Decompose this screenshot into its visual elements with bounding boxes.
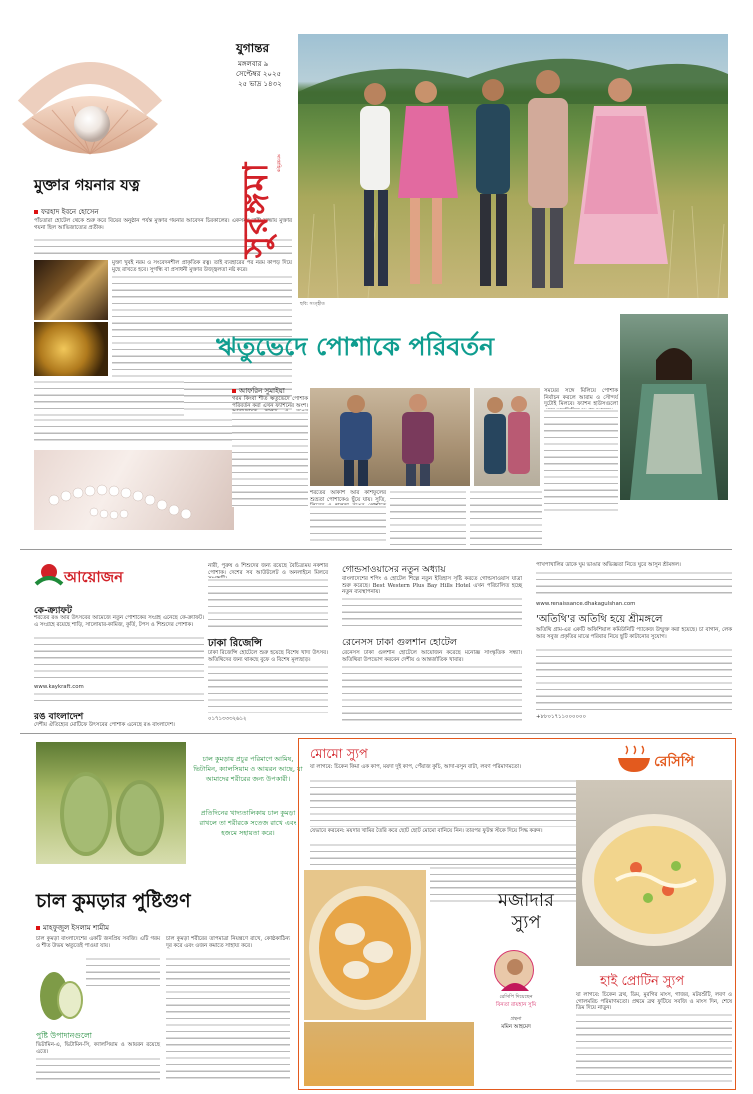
mazadar-line2: স্যুপ: [511, 912, 541, 933]
masthead-paper-name: যুগান্তর: [236, 41, 270, 55]
ayojon-item3-lines: [208, 665, 328, 713]
momo-text-b-lines: [310, 843, 600, 865]
protein-soup-title: হাই প্রোটিন স্যুপ: [600, 974, 685, 989]
fashion-byline-text: আফরিন সুমাইয়া: [239, 387, 285, 395]
recipe-brand-text: রেসিপি: [654, 754, 695, 770]
gourd-subhead: পুষ্টি উপাদানগুলো: [36, 1031, 92, 1040]
fashion-text-c-lines: [544, 409, 618, 511]
pearl-gold-photo: [34, 322, 108, 376]
sreemangal-contact: +৮৮০১৭১১০০০০০০: [536, 714, 587, 720]
gondhas-lines: [342, 597, 522, 631]
protein-soup-photo: [576, 780, 732, 966]
gourd-byline: [36, 922, 109, 934]
sreemangal-lines: [536, 648, 732, 712]
pearl-intro-text: পাঁচতারা হোটেল থেকে শুরু করে বিয়ের অনুষ্ঠান পর্যন্ত মুক্তার গয়নার আবেদন চিরকালের। একসময় নারী সজ্জায় মুক্তার গয়না ছিল আভিজাত্যের প্রতীক।: [34, 218, 292, 231]
momo-soup-photo: [304, 870, 426, 1020]
gourd-text-b: ভিটামিন-এ, ভিটামিন-সি, ক্যালসিয়াম ও আয়রন রয়েছে এতে।: [36, 1042, 160, 1055]
protein-soup-lines: [576, 1013, 732, 1085]
fashion-text-b2-lines: [390, 490, 466, 545]
ayojon-item1-text: শরতের রঙ আর উৎসবের আমেজে নতুন পোশাকের সংগ্রহ এনেছে কে-ক্র্যাফট। এ সংগ্রহে রয়েছে শাড়ি, সালোয়ার-কামিজ, কুর্তি, টপস ও শিশুদের পোশাক।: [34, 615, 204, 628]
hotel-title: রেনেসস ঢাকা গুলশান হোটেল: [342, 637, 457, 648]
section-title-text: সুরঙ্গমা: [236, 161, 276, 259]
fashion-headline: ঋতুভেদে পোশাকে পরিবর্তন: [216, 332, 495, 361]
pearl-byline: [34, 206, 99, 218]
fashion-text-b: শরতের আকাশ আর কাশফুলের শুভ্রতা পোশাকেও ছুঁয়ে যায়। সুতি,: [310, 490, 386, 503]
fashion-text-c: সময়ের সঙ্গে মিলিয়ে পোশাক নির্বাচন করলে আরাম ও সৌন্দর্য দুটোই মিলবে। ফ্যাশন হাউসগুলো: [544, 388, 618, 408]
masthead-day: মঙ্গলবার ৯: [238, 60, 269, 68]
masthead-date-bn: ২৫ ভাদ্র ১৪৩২: [238, 80, 282, 88]
gourd-byline-text: মাহফুজুল ইসলাম শামীম: [43, 924, 109, 932]
gourd-text-a-lines: [86, 957, 160, 987]
hotel-lines: [342, 665, 522, 721]
gourd-callout-b: প্রতিদিনের খাদ্যতালিকায় চাল কুমড়া রাখলে তা শরীরকে সতেজ রাখে এবং হজমে সহায়তা করে।: [199, 809, 297, 837]
pearl-byline-text: ফরহাদ ইবনে হোসেন: [41, 208, 99, 216]
ayojon-item3-text: ঢাকা রিজেন্সি হোটেলে শুরু হয়েছে বিশেষ খাদ্য উৎসব। অতিথিদের জন্য থাকছে বুফে ও বিশেষ মূল্যছাড়।: [208, 650, 328, 663]
editor-label: গ্রন্থনা: [510, 1016, 522, 1022]
gondhas-text: বাংলাদেশের শপিং ও হোটেল শিল্পে নতুন ইতিহাস সৃষ্টি করতে গোল্ডসাওয়াস যাত্রা শুরু করেছে। Best Western Plus Bay Hills Hotel এখন পরিচালিত হচ্ছে নতুন ব্যবস্থাপনায়।: [342, 576, 522, 596]
ayojon-item3-phone: ০১৭১৩৩৩২৬১২: [208, 716, 247, 722]
chef-label: রেসিপি দিয়েছেন: [499, 994, 533, 1000]
pearl-body-lines-2: [34, 380, 184, 416]
recipe-brand: [614, 744, 732, 784]
ayojon-col2-lines: [208, 578, 328, 632]
gourd-title: চাল কুমড়ার পুষ্টিগুণ: [36, 890, 191, 912]
gourd-text-c: চাল কুমড়া শরীরের তাপমাত্রা নিয়ন্ত্রণে রাখে, কোষ্ঠকাঠিন্য দূর করে এবং ওজন কমাতে সাহায্য করে।: [166, 936, 290, 949]
hero-models-photo: [298, 34, 728, 298]
ayojon-brand: আয়োজন: [64, 568, 124, 586]
hero-photo-credit: ছবি: সংগৃহীত: [300, 302, 325, 307]
fashion-woman-photo: [620, 314, 728, 500]
divider-lower: [20, 733, 732, 734]
chef-avatar: [494, 950, 534, 990]
pearl-shell-image: [12, 38, 168, 160]
sreemangal-link[interactable]: www.renaissance.dhakagulshan.com: [536, 601, 636, 607]
ayojon-item3-title: ঢাকা রিজেন্সি: [208, 638, 262, 649]
fashion-text-a: গরম কিংবা শীত ঋতুভেদে পোশাক পরিবর্তন করা এখন ফ্যাশনের অংশ।: [232, 396, 308, 409]
chef-name: বিনতা রায়হান সুমি: [495, 1002, 537, 1008]
pearl-title: মুক্তার গয়নার যত্ন: [34, 176, 140, 194]
gourd-whole-photo: [36, 742, 186, 864]
editor-name: মমিন আহমেদ: [501, 1024, 531, 1030]
gondhas-title: গোন্ডসাওয়াসের নতুন অধ্যায়: [342, 565, 446, 575]
divider-upper: [20, 549, 732, 550]
ayojon-item2-title: রঙ বাংলাদেশ: [34, 712, 84, 722]
momo-text-b: যেভাবে করবেন: ময়দার খামির তৈরি করে ছোট ছোট মোমো বানিয়ে নিন। তারপর ফুটন্ত স্টকে দিয়ে সিদ্ধ করুন।: [310, 828, 543, 834]
hotel-text: রেনেসস ঢাকা গুলশান হোটেলে আয়োজন করেছে মনোজ্ঞ সাংস্কৃতিক সন্ধ্যা। অতিথিরা উপভোগ করবেন দেশীয় ও আন্তর্জাতিক খাবার।: [342, 650, 522, 663]
pearl-body-text: মুক্তা খুবই নরম ও সংবেদনশীল প্রাকৃতিক রত্ন। তাই ব্যবহারের পর নরম কাপড় দিয়ে মুছে রাখতে হবে। সুগন্ধি বা প্রসাধনী মুক্তার উজ্জ্বলতা নষ্ট করে।: [112, 260, 292, 273]
gourd-text-c-lines: [166, 957, 290, 1083]
gourd-text-b-lines: [36, 1057, 160, 1083]
fashion-text-b-lines: [310, 505, 386, 545]
sreemangal-intro: পাখপাখালির ডাকে ঘুম ভাঙার অভিজ্ঞতা নিতে ঘুরে আসুন শ্রীমঙ্গল।: [536, 562, 681, 568]
steaming-bowl-icon: [614, 744, 654, 774]
ayojon-emblem-icon: [34, 562, 64, 590]
mazadar-title: [476, 890, 576, 934]
fashion-text-b3-lines: [470, 490, 542, 545]
masthead-date-en: সেপ্টেম্বর ২০২৫: [236, 70, 282, 78]
sreemangal-text: অতিথি গ্রাম-এর একটি অফিশিয়াল কমিউনিটি প্যাকেজ উন্মুক্ত করা হয়েছে। চা বাগান, লেক আর সবুজ প্রকৃতির মাঝে পরিবার নিয়ে ছুটি কাটানোর সুযোগ।: [536, 627, 732, 640]
ayojon-item1-link[interactable]: www.kaykraft.com: [34, 684, 84, 690]
gourd-cut-photo: [36, 958, 84, 1026]
ayojon-item1-lines-2: [34, 692, 204, 706]
section-title: [230, 120, 282, 300]
momo-text-a-lines: [310, 779, 600, 827]
mazadar-line1: মজাদার: [498, 890, 554, 911]
fashion-text-a-lines: [232, 411, 308, 507]
sreemangal-title: 'অতিথি'র অতিথি হয়ে শ্রীমঙ্গলে: [536, 614, 663, 625]
pearl-necklace-photo: [34, 450, 234, 530]
gourd-text-a: চাল কুমড়া বাংলাদেশের একটি জনপ্রিয় সবজি। এটি গরম ও শীত উভয় ঋতুতেই পাওয়া যায়।: [36, 936, 160, 949]
pearl-jewelry-photo: [34, 260, 108, 320]
ayojon-item1-title: কে-ক্র্যাফট: [34, 606, 72, 616]
gourd-callout: চাল কুমড়ায় প্রচুর পরিমাণে আমিষ, ভিটামিন, ক্যালসিয়াম ও আয়রন আছে, যা আমাদের শরীরের জন্য উপকারী।: [193, 755, 303, 783]
sreemangal-intro-lines: [536, 571, 732, 599]
ayojon-col2-text: নারী, পুরুষ ও শিশুদের জন্য রয়েছে বৈচিত্র্যময় নকশার পোশাক। দেশের সব আউটলেট ও অনলাইনে মিলবে: [208, 563, 328, 576]
ayojon-logo: [34, 562, 134, 592]
protein-soup-text: যা লাগবে: চিকেন ব্রথ, ডিম, মুরগির মাংস, গাজর, মটরশুঁটি, লবণ ও গোলমরিচ পরিমাণমতো। প্রথমে ব্রথ ফুটিয়ে সবজি ও মাংস দিন, শেষে ডিম দিয়ে নাড়ুন।: [576, 992, 732, 1012]
section-tag: সাপ্তাহিক: [275, 154, 281, 172]
fashion-couple-photo: [310, 388, 470, 486]
fashion-pair-photo: [474, 388, 540, 486]
momo-soup-photo-2: [304, 1022, 474, 1086]
ayojon-item2-text: দেশীয় ঐতিহ্যের মোটিফে উৎসবের পোশাক এনেছে রঙ বাংলাদেশ।: [34, 722, 175, 728]
ayojon-item1-lines: [34, 636, 204, 682]
momo-text-a: যা লাগবে: চিকেন কিমা এক কাপ, ময়দা দুই কাপ, পেঁয়াজ কুচি, আদা-রসুন বাটা, লবণ পরিমাণমতো।: [310, 764, 522, 770]
momo-title: মোমো স্যুপ: [310, 747, 368, 762]
